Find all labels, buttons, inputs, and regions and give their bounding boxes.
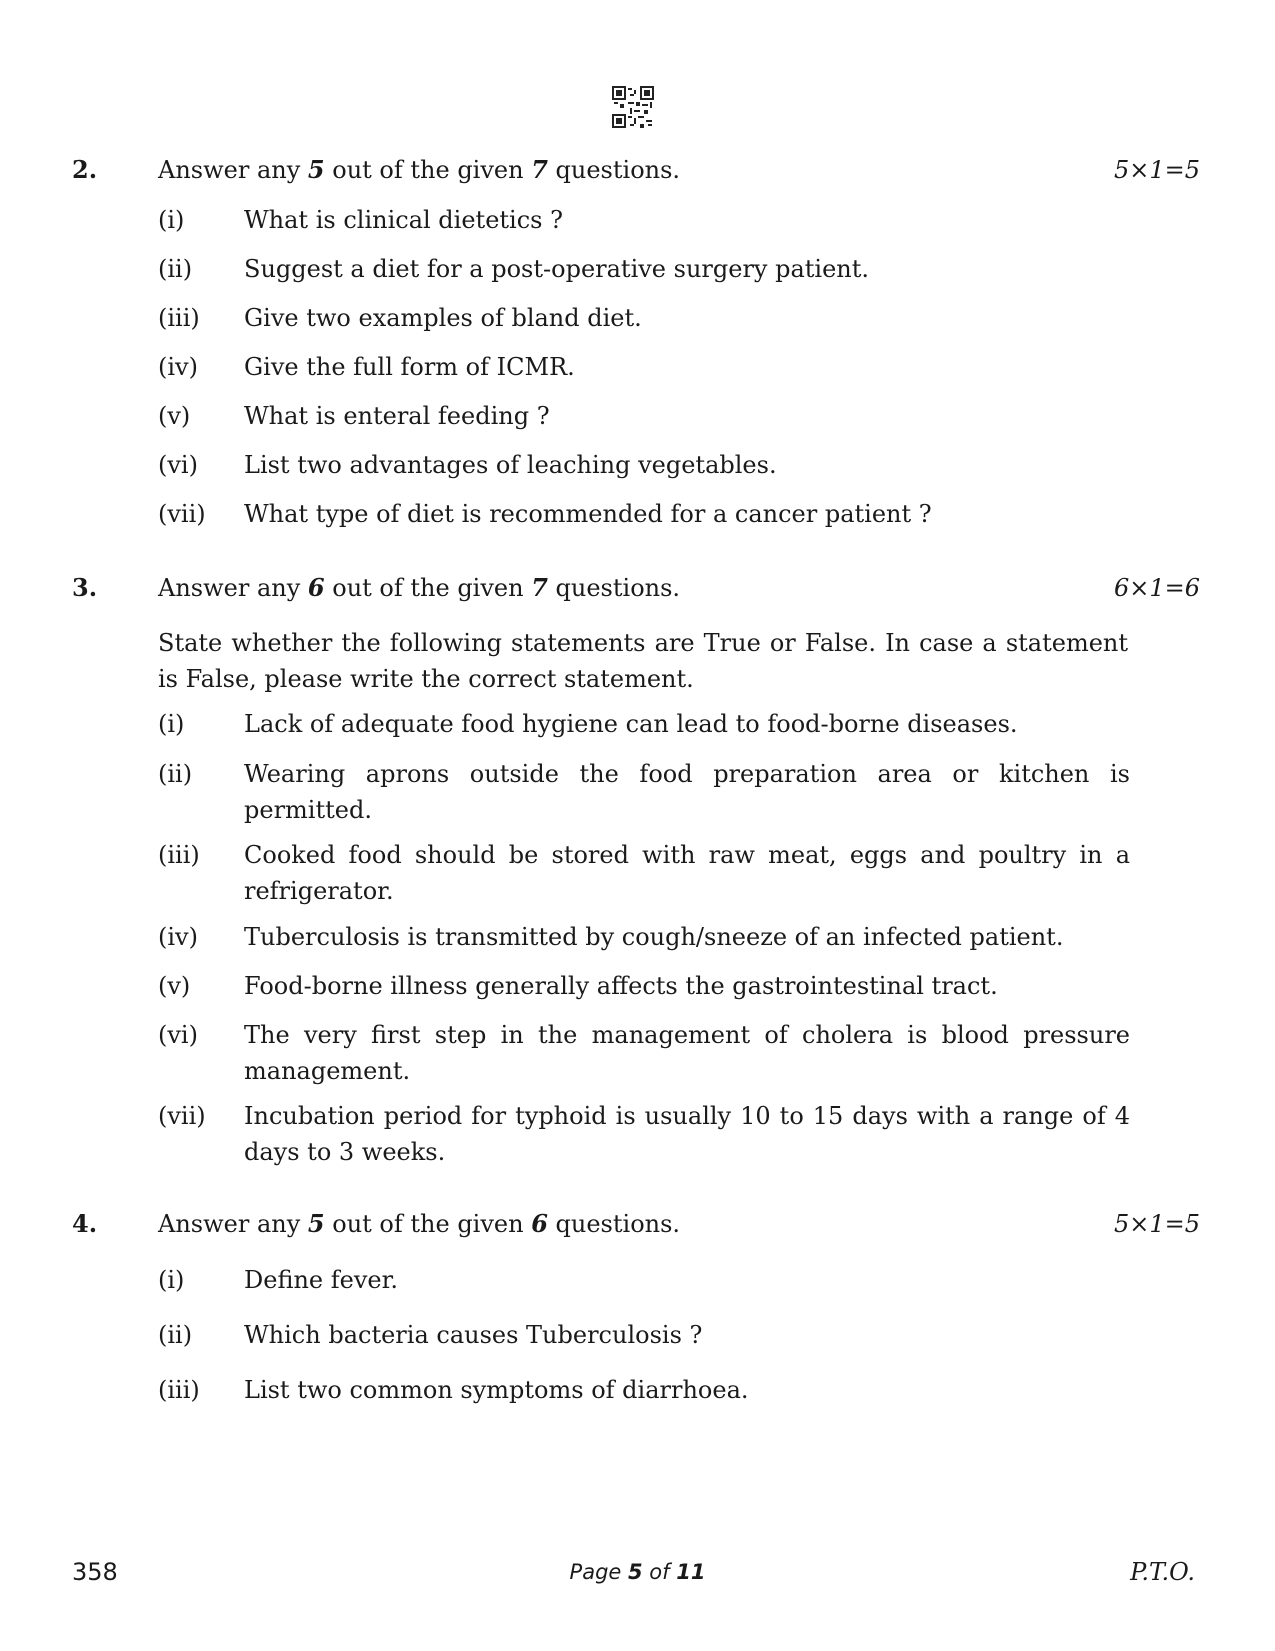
item-text: Suggest a diet for a post-operative surgery patient. xyxy=(244,255,870,283)
item-text: Define fever. xyxy=(244,1266,399,1294)
paper-code: 358 xyxy=(72,1558,118,1586)
question-4 xyxy=(0,1206,1275,1404)
item-text: List two advantages of leaching vegetables. xyxy=(244,451,777,479)
question-3 xyxy=(0,570,1275,1166)
item-text: What is enteral feeding ? xyxy=(244,402,550,430)
item-numeral: (vi) xyxy=(158,451,198,479)
question-number: 2. xyxy=(72,155,98,184)
question-instruction: Answer any 5 out of the given 7 questions. xyxy=(158,155,681,184)
item-text: Tuberculosis is transmitted by cough/sneeze of an infected patient. xyxy=(244,923,1064,951)
item-numeral: (iii) xyxy=(158,304,200,332)
item-text: Wearing aprons outside the food preparation area or kitchen is permitted. xyxy=(244,760,1130,824)
question-marks: 5×1=5 xyxy=(1113,1210,1200,1238)
item-text: Which bacteria causes Tuberculosis ? xyxy=(244,1321,703,1349)
question-directions: State whether the following statements are True or False. In case a statement is False, please write the correct statement. xyxy=(158,629,1128,693)
item-numeral: (vii) xyxy=(158,1102,206,1130)
item-text: Cooked food should be stored with raw meat, eggs and poultry in a refrigerator. xyxy=(244,841,1130,905)
question-number: 4. xyxy=(72,1209,98,1238)
item-numeral: (iv) xyxy=(158,923,198,951)
question-instruction: Answer any 5 out of the given 6 questions. xyxy=(158,1209,681,1238)
pto-label: P.T.O. xyxy=(1130,1558,1195,1586)
item-text: Give the full form of ICMR. xyxy=(244,353,575,381)
item-text: Give two examples of bland diet. xyxy=(244,304,642,332)
question-marks: 5×1=5 xyxy=(1113,156,1200,184)
page-number: Page 5 of 11 xyxy=(569,1560,706,1584)
item-numeral: (v) xyxy=(158,402,191,430)
item-numeral: (ii) xyxy=(158,255,193,283)
item-text: List two common symptoms of diarrhoea. xyxy=(244,1376,749,1404)
item-numeral: (v) xyxy=(158,972,191,1000)
item-numeral: (i) xyxy=(158,710,185,738)
question-2 xyxy=(0,152,1275,528)
question-instruction: Answer any 6 out of the given 7 questions. xyxy=(158,573,681,602)
question-marks: 6×1=6 xyxy=(1113,574,1200,602)
item-numeral: (ii) xyxy=(158,760,193,788)
item-numeral: (i) xyxy=(158,206,185,234)
item-numeral: (vi) xyxy=(158,1021,198,1049)
item-text: The very first step in the management of cholera is blood pressure management. xyxy=(244,1021,1130,1085)
item-numeral: (vii) xyxy=(158,500,206,528)
item-text: Incubation period for typhoid is usually 10 to 15 days with a range of 4 days to 3 weeks. xyxy=(244,1102,1130,1166)
item-text: Lack of adequate food hygiene can lead to food-borne diseases. xyxy=(244,710,1018,738)
question-number: 3. xyxy=(72,573,98,602)
item-numeral: (iv) xyxy=(158,353,198,381)
item-text: What is clinical dietetics ? xyxy=(244,206,563,234)
item-numeral: (iii) xyxy=(158,841,200,869)
item-numeral: (ii) xyxy=(158,1321,193,1349)
item-text: What type of diet is recommended for a cancer patient ? xyxy=(244,500,932,528)
item-text: Food-borne illness generally affects the gastrointestinal tract. xyxy=(244,972,998,1000)
item-numeral: (iii) xyxy=(158,1376,200,1404)
item-numeral: (i) xyxy=(158,1266,185,1294)
qr-code xyxy=(612,86,654,128)
